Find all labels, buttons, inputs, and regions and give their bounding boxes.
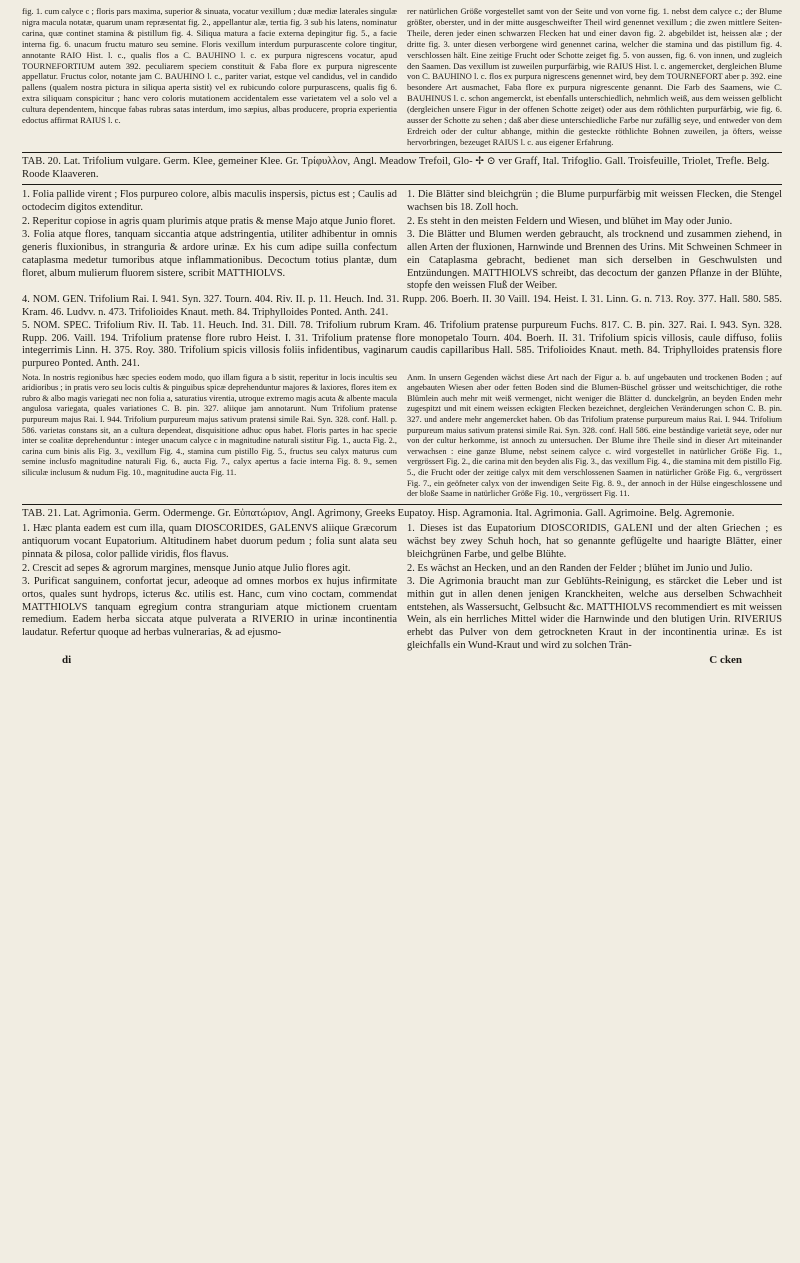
tab20-german-para-1: 1. Die Blätter sind bleichgrün ; die Blume purpurfärbig mit weissen Flecken, die Stengel wachsen bis 18. Zoll hoch. (407, 189, 782, 214)
tab21-latin-column (22, 523, 397, 653)
tab21-german-para-1: 1. Dieses ist das Eupatorium DIOSCORIDIS, GALENI und der alten Griechen ; es wächst bey zwey Schuh hoch, hat so genannte geflügelte und haarigte Blätter, einer bleichgrünen Farbe, und gelbe Blühte. (407, 523, 782, 560)
tab21-german-column (407, 523, 782, 653)
tab20-notes-section (22, 373, 782, 500)
tab20-german-para-2: 2. Es steht in den meisten Feldern und Wiesen, und blühet im May oder Junio. (407, 215, 733, 227)
tab21-heading: TAB. 21. Lat. Agrimonia. Germ. Odermenge. Gr. Εὐπατώριον, Angl. Agrimony, Greeks Eupatoy. Hisp. Agramonia. Ital. Agrimonia. Gall. Agrimoine. Belg. Agremonie. (22, 507, 735, 519)
top-latin-column (22, 6, 397, 148)
tab21-numbered-section (22, 523, 782, 653)
top-german-column (407, 6, 782, 148)
tab20-german-column (407, 189, 782, 294)
tab20-latin-column (22, 189, 397, 294)
tab20-german-para-3: 3. Die Blätter und Blumen werden gebraucht, als trocknend und zusammen ziehend, in allen Arten der fluxionen, Harnwinde und Brennen des Urins. Mit Schweinen Schmeer in ein Cataplasma gebracht, bedienet man sich derselben in Geschwulsten und Entzündungen. MATTHIOLVS schreibt, das decoctum der ganzen Pflanze in der Blühte, stopfe den weissen Fluß der Weiber. (407, 229, 782, 292)
tab20-nom-spec: 5. NOM. SPEC. Trifolium Riv. II. Tab. 11. Heuch. Ind. 31. Dill. 78. Trifolium rubrum Kram. 46. Trifolium pratense purpureum Fuchs. 817. C. B. pin. 327. Rai. I. 943. Syn. 328. Rupp. 206. Vaill. 194. Trifolium pratense flore rubro Heist. I. 31. Trifolium pratense flore monopetalo Tourn. 404. Boerh. II. 31. Trifolium spicis villosis, caule diffuso, foliis integerrimis Linn. H. 375. Roy. 380. Trifolium spicis villosis foliis infidentibus, vaginarum caudis capillaribus Hall. 585. Trifolioides Knaut. meth. 84. Triphylloides pratensis flore purpureo Ponted. Anth. 241. (22, 320, 782, 369)
tab20-note-latin-column (22, 373, 397, 500)
top-latin-text: fig. 1. cum calyce c ; floris pars maxima, superior & sinuata, vocatur vexillum ; duæ mediæ laterales singulæ nigra macula notatæ, quarum unam repræsentat fig. 2., appellantur alæ, tertia fig. 3 sub his latens, nominatur carina, quæ continet stamina & pistillum fig. 4. Siliqua matura a facie externa depingitur fig. 5., a facie interna fig. 6. unacum fructu maturo seu semine. Floris vexillum interdum purpurascente colore tingitur, annotante RAIO Hist. l. c., qualis flos a C. BAUHINO l. c. ex purpura nigrescens vocatur, apud TOURNEFORTIUM autem 392. peculiarem speciem constituit & Faba flore ex purpura nigrescente appellatur. Fructus color, notante jam C. BAUHINO l. c., pariter variat, estque vel candidus, vel in candido pallens (qualem nostra pictura in siliqua aperta sistit) vel ex rubicundo colore purpurascens, qualis fig 6. extra siliquam conspicitur ; hanc vero coloris mutationem accidentalem esse varietatem vel a solo vel a cultura dependentem, hincque fabas rubras satas interdum, imo sæpius, albas producere, propria experientia edoctus affirmat RAIUS l. c. (22, 6, 397, 126)
divider-tab20-head (22, 184, 782, 185)
tab20-note-german: Anm. In unsern Gegenden wächst diese Art nach der Figur a. b. auf ungebauten und trockenen Boden ; auf angebauten Wiesen aber oder fetten Boden sind die Blumen-Büschel grösser und weitschichtiger, die rothe Blümlein auch mehr mit weiß vermenget, nicht weniger die Blätter d. dunckelgrün, an beyden Enden mehr zugespitzt und mit einem weissen eckigten Flecken bezeichnet, dergleichen Veränderungen schon C. B. pin. 327. und andere mehr angemercket haben. Ob das Trifolium pratense purpureum maius Rai. I. 944. Trifolium purpureum maius sativum pratensi simile Rai. Syn. 328. conf. Hall 586. eine beständige varietät seye, oder nur von der cultur herkomme, ist annoch zu untersuchen. Der Blume ihre Theile sind in dieser Art miteinander verwachsen : eine ganze Blume, nebst seinem calyce c. wird vorgestellet in natürlicher Größe Fig. 1., vergrössert Fig. 2., die carina mit den beyden alis Fig. 3., das vexillum Fig. 4., die stamina mit dem pistillo Fig. 5., die Frucht oder der zeitige calyx mit dem verschlossenen Saamen in natürlicher Größe Fig. 6., vergrössert Fig. 7., ein geöfneter calyx von der inwendigen Seite Fig. 8. 9., der annoch in der Hülse eingeschlossene und der bloße Saame in natürlicher Größe Fig. 10., vergrössert Fig. 11. (407, 372, 782, 499)
tab20-nom-gen: 4. NOM. GEN. Trifolium Rai. I. 941. Syn. 327. Tourn. 404. Riv. II. p. 11. Heuch. Ind. 31. Rupp. 206. Boerh. II. 30 Vaill. 194. Heist. I. 31. Linn. G. n. 713. Roy. 377. Hall. 580. 585. Kram. 46. Ludvv. n. 473. Trifolioides Knaut. meth. 84. Triphylloides Ponted. Anth. 241. (22, 294, 782, 318)
tab21-latin-para-3: 3. Purificat sanguinem, confortat jecur, adeoque ad omnes morbos ex hujus infirmitate ortos, quales sunt hydrops, icterus &c. utilis est. Hanc, cum vino coctam, commendat MATTHIOLVS tanquam egregium contra stranguriam atque mictionem cruentam remedium. Eadem herba siccata atque pulverata a RIVERIO in urinæ incontinentia laudatur. Refertur quoque ad herbas vulnerarias, & ad ejusmo- (22, 576, 397, 639)
tab20-heading: TAB. 20. Lat. Trifolium vulgare. Germ. Klee, gemeiner Klee. Gr. Τρίφυλλον, Angl. Meadow Trefoil, Glo- ✢ ⊙ ver Graff, Ital. Trifoglio. Gall. Troisfeuille, Triolet, Trefle. Belg. Roode Klaaveren. (22, 155, 770, 180)
divider-tab21 (22, 504, 782, 505)
tab20-note-german-column (407, 373, 782, 500)
top-german-text: rer natürlichen Größe vorgestellet samt von der Seite und von vorne fig. 1. nebst dem calyce c.; der Blume größter, oberster, und in der mitte ausgeschweifter Theil wird genennet vexillum ; die zwen mittlere Seiten-Theile, deren jeder einen schwarzen Flecken hat und einer davon fig. 2. abgebildet ist, heissen alæ ; der dritte fig. 3. unter diesen verborgene wird genennet carina, welcher die stamina und das pistillum fig. 4. verschlossen hält. Eine zeitige Frucht oder Schotte zeiget fig. 5. von aussen, fig. 6. von innen, und zugleich den Saamen. Das vexillum ist zuweilen purpurfärbig, wie RAIUS Hist. l. c. angemercket, dergleichen Blume von C. BAUHINO l. c. flos ex purpura nigrescens genennet wird, bey dem TOURNEFORT aber p. 392. eine besondere Art ausmachet, Faba flore ex purpura nigrescente genannt. Die Farb des Saamens, wie C. BAUHINUS l. c. schon angemerckt, ist ebenfalls unterschiedlich, nehmlich weiß, aus dem weissen gelblicht (dergleichen unsere Figur in der offenen Schotte zeiget) oder aus dem röthlichten purpurfärbig, wie fig. 6. ausser der Schotte zu sehen ; daß aber diese unterschiedliche Farbe nur zufällig seye, und entweder von dem Erdreich oder der cultur abhange, mithin die gesteckte röthlichte Bohnen zuweilen, ja öfters, weisse hervorbringen, bezeuget RAIUS l. c. aus eigener Erfahrung. (407, 6, 782, 147)
tab20-latin-para-2: 2. Reperitur copiose in agris quam plurimis atque pratis & mense Majo atque Junio floret. (22, 215, 396, 227)
tab20-latin-para-1: 1. Folia pallide virent ; Flos purpureo colore, albis maculis inspersis, pictus est ; Caulis ad octodecim digitos extenditur. (22, 189, 397, 214)
top-section (22, 6, 782, 148)
tab21-german-para-2: 2. Es wächst an Hecken, und an den Randen der Felder ; blühet im Junio und Julio. (407, 562, 753, 574)
tab21-latin-para-1: 1. Hæc planta eadem est cum illa, quam DIOSCORIDES, GALENVS aliique Græcorum antiquorum vocant Eupatorium. Altitudinem habet duorum pedum ; folia sunt alata seu pinnata & pilosa, color pallide viridis, flos flavus. (22, 523, 397, 560)
catchword-german: C cken (709, 653, 742, 666)
catchword-latin: di (62, 653, 72, 666)
tab21-german-para-3: 3. Die Agrimonia braucht man zur Geblühts-Reinigung, es stärcket die Leber und ist mithin gut in allen denen jenigen Kranckheiten, welche aus derselben Schwachheit entstehen, als Wassersucht, Gelbsucht &c. MATTHIOLVS recommendiert es mit weissen Wein, als ein herrliches Mittel wider die Harnwinde und den blutigen Urin. RIVERIUS erhebt das Pulver von dem getrockneten Kraut in der incontinentia urinæ. Es ist gleichfalls ein Wund-Kraut und wird zu solchen Trän- (407, 576, 782, 651)
divider-tab20 (22, 152, 782, 153)
book-page (22, 6, 782, 1256)
tab20-numbered-section (22, 189, 782, 294)
tab20-note-latin: Nota. In nostris regionibus hæc species eodem modo, quo illam figura a b sistit, reperitur in locis incultis seu aridioribus ; in pratis vero seu locis cultis & pinguibus spicæ deprehenduntur majores & laxiores, flores item ex rubro & albo magis variegati nec non folia a, saturatius virentia, utroque extremo magis acuta & albente macula angulosa variegata, quales variationes C. B. pin. 327. aliique jam annotarunt. Num Trifolium pratense purpureum majus Rai. I. 944. Trifolium purpureum majus sativum pratensi simile Rai. Syn. 328. conf. Hall. p. 586. varietas constans sit, an a cultura dependeat, disquisitione adhuc opus habet. Floris partes in hac specie inter se coalitæ deprehenduntur : integer unacum calyce c in magnitudine naturali sistitur Fig. 1., aucta Fig. 2., carina cum binis alis Fig. 3., vexillum Fig. 4., stamina cum pistillo Fig. 5., fructus seu calyx maturus cum semine inclusfo magnitudine naturali Fig. 6., aucta Fig. 7., calyx apertus a facie interna Fig. 8. 9., semen siliculæ inclusum & nudum Fig. 10., magnitudine aucta Fig. 11. (22, 372, 397, 477)
tab21-latin-para-2: 2. Crescit ad sepes & agrorum margines, mensque Junio atque Julio flores agit. (22, 562, 351, 574)
tab20-latin-para-3: 3. Folia atque flores, tanquam siccantia atque adstringentia, utiliter adhibentur in omnis generis fluxionibus, in stranguria & ardore urinæ. Ex his cum adipe suilla confectum cataplasma medetur tumoribus atque inflammationibus. Decoctum totius plantæ, dum floret, album mulierum fluorem sistere, scribit MATTHIOLVS. (22, 229, 397, 279)
catchwords (22, 654, 782, 666)
